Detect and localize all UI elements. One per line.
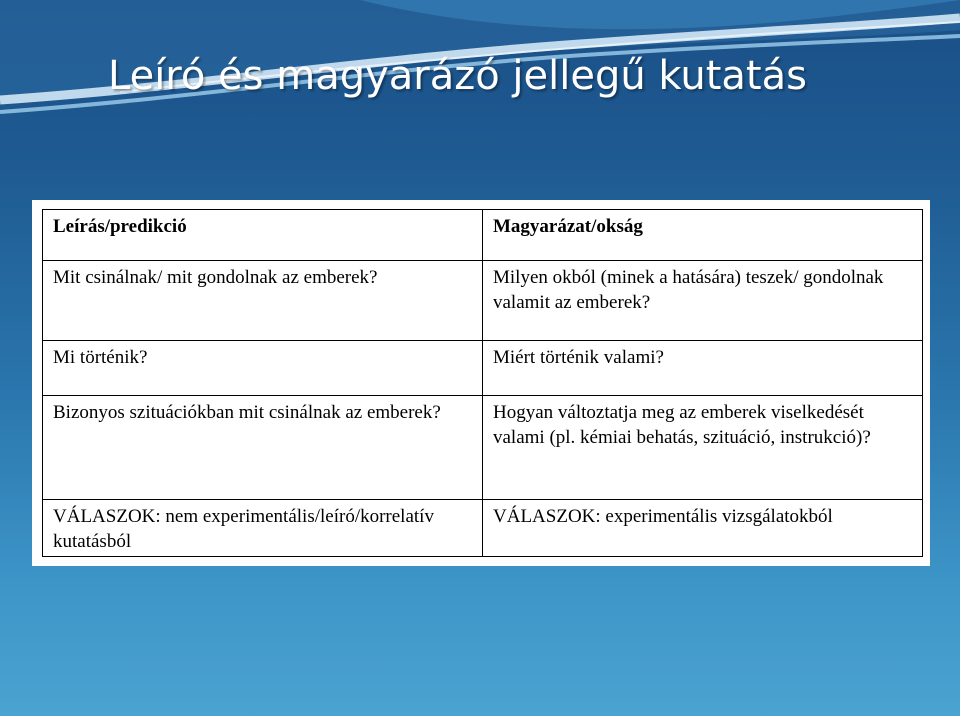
comparison-table <box>42 209 923 557</box>
table-row <box>43 261 923 340</box>
column-header-explanation: Magyarázat/okság <box>483 210 923 261</box>
table-row <box>43 499 923 556</box>
comparison-table-card <box>32 200 930 566</box>
table-cell: Mit csinálnak/ mit gondolnak az emberek? <box>43 261 483 340</box>
table-header-row <box>43 210 923 261</box>
table-cell: Mi történik? <box>43 340 483 395</box>
table-cell: Bizonyos szituációkban mit csinálnak az emberek? <box>43 396 483 500</box>
table-row <box>43 396 923 500</box>
table-cell: VÁLASZOK: experimentális vizsgálatokból <box>483 499 923 556</box>
table-cell: Miért történik valami? <box>483 340 923 395</box>
slide-title: Leíró és magyarázó jellegű kutatás <box>108 53 807 99</box>
table-row <box>43 340 923 395</box>
table-cell: Hogyan változtatja meg az emberek viselkedését valami (pl. kémiai behatás, szituáció, instrukció)? <box>483 396 923 500</box>
column-header-description: Leírás/predikció <box>43 210 483 261</box>
table-cell: Milyen okból (minek a hatására) teszek/ gondolnak valamit az emberek? <box>483 261 923 340</box>
table-cell: VÁLASZOK: nem experimentális/leíró/korrelatív kutatásból <box>43 499 483 556</box>
